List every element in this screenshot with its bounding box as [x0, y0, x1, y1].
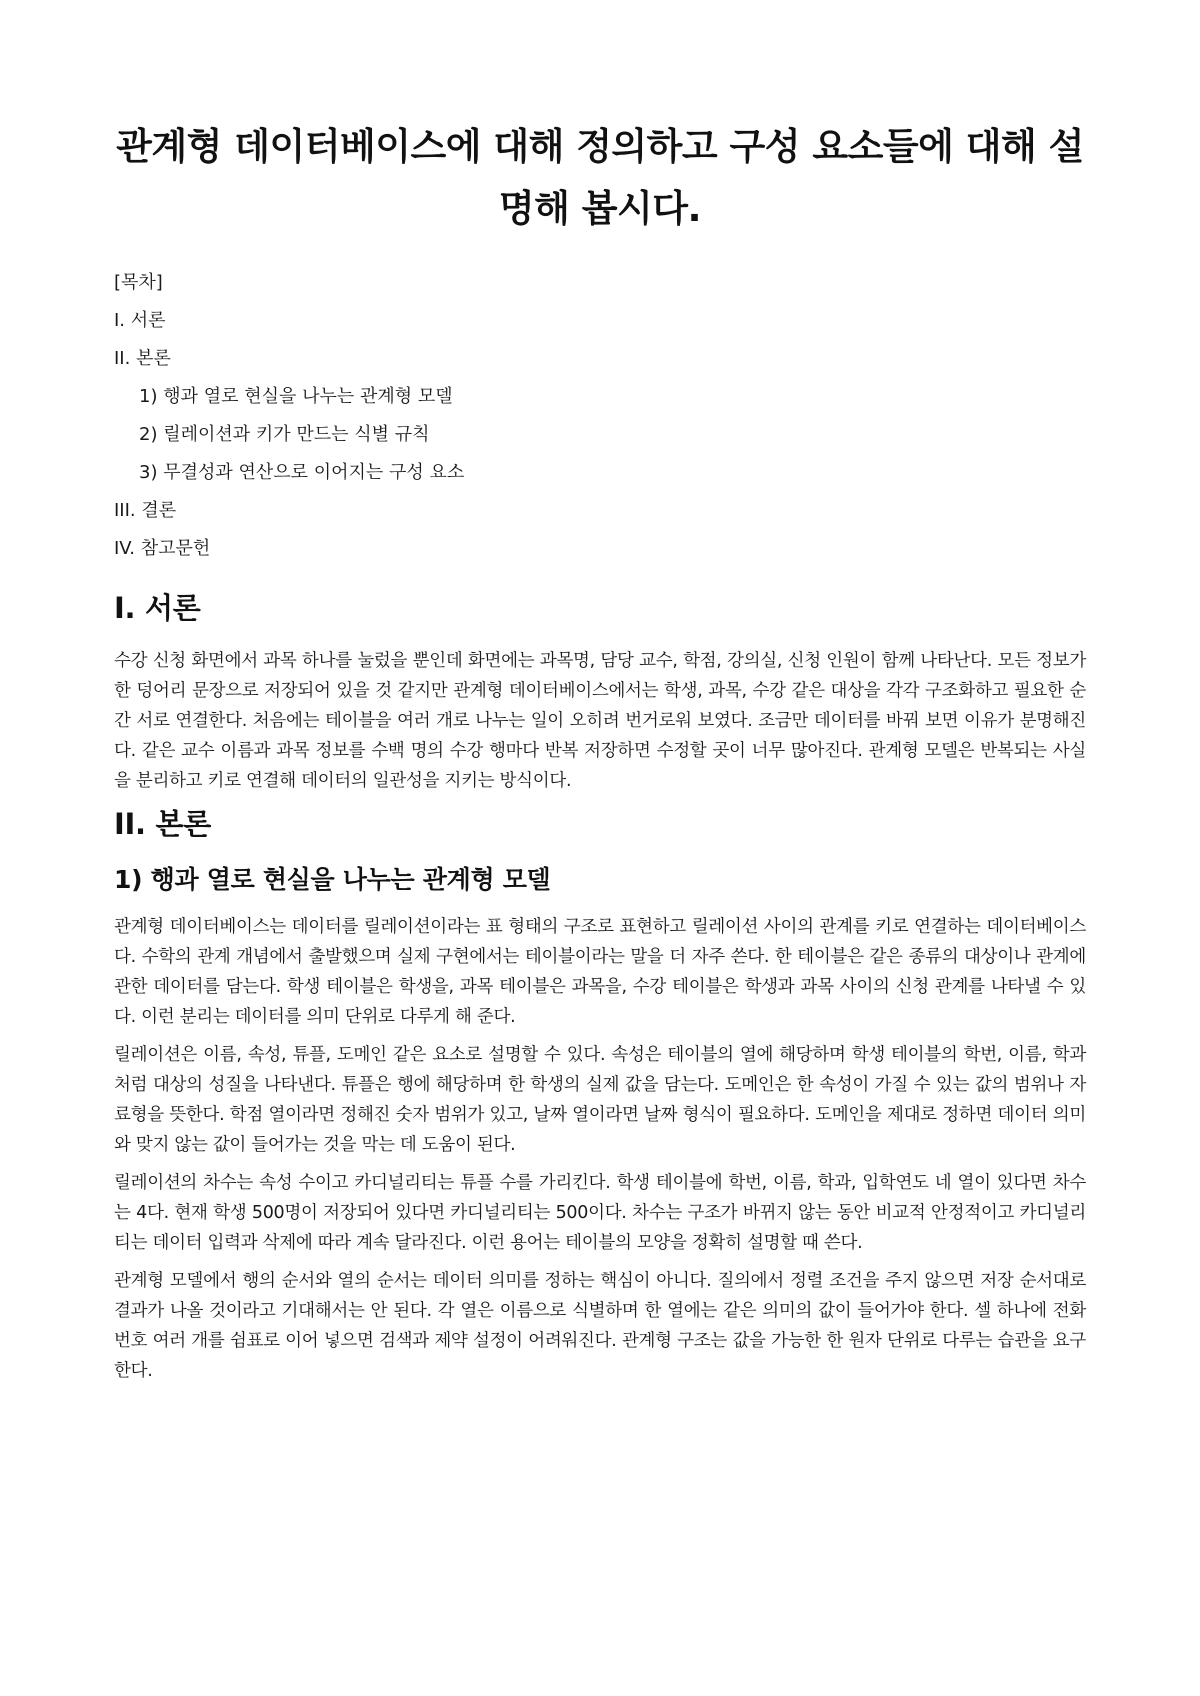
toc-item-body-3: 3) 무결성과 연산으로 이어지는 구성 요소 — [139, 462, 465, 483]
body-paragraph: 관계형 데이터베이스는 데이터를 릴레이션이라는 표 형태의 구조로 표현하고 릴레이션 사이의 관계를 키로 연결하는 데이터베이스다. 수학의 관계 개념에서 출발했으며 실제 구현에서는 테이블이라는 말을 더 자주 쓴다. 한 테이블은 같은 종류의 대상이나 관계에 관한 데이터를 담는다. 학생 테이블은 학생을, 과목 테이블은 과목을, 수강 테이블은 학생과 과목 사이의 신청 관계를 나타낼 수 있다. 이런 분리는 데이터를 의미 단위로 다루게 해 준다. — [114, 917, 1086, 1027]
table-of-contents — [114, 272, 1086, 560]
body-paragraph: 관계형 모델에서 행의 순서와 열의 순서는 데이터 의미를 정하는 핵심이 아니다. 질의에서 정렬 조건을 주지 않으면 저장 순서대로 결과가 나올 것이라고 기대해서는 안 된다. 각 열은 이름으로 식별하며 한 열에는 같은 의미의 값이 들어가야 한다. 셀 하나에 전화번호 여러 개를 쉼표로 이어 넣으면 검색과 제약 설정이 어려워진다. 관계형 구조는 값을 가능한 한 원자 단위로 다루는 습관을 요구한다. — [114, 1271, 1086, 1381]
toc-item-body-1: 1) 행과 열로 현실을 나누는 관계형 모델 — [139, 386, 453, 407]
toc-heading: [목차] — [114, 272, 163, 293]
section-intro — [114, 588, 1086, 796]
section-heading-intro: I. 서론 — [114, 591, 201, 625]
toc-item-body-2: 2) 릴레이션과 키가 만드는 식별 규칙 — [139, 424, 430, 445]
toc-item-conclusion: III. 결론 — [114, 500, 177, 521]
toc-item-references: IV. 참고문헌 — [114, 538, 211, 559]
body-paragraph: 릴레이션은 이름, 속성, 튜플, 도메인 같은 요소로 설명할 수 있다. 속성은 테이블의 열에 해당하며 학생 테이블의 학번, 이름, 학과처럼 대상의 성질을 나타낸다. 튜플은 행에 해당하며 한 학생의 실제 값을 담는다. 도메인은 한 속성이 가질 수 있는 값의 범위나 자료형을 뜻한다. 학점 열이라면 정해진 숫자 범위가 있고, 날짜 열이라면 날짜 형식이 필요하다. 도메인을 제대로 정하면 데이터 의미와 맞지 않는 값이 들어가는 것을 막는 데 도움이 된다. — [114, 1045, 1086, 1155]
section-body — [114, 804, 1086, 1386]
body-paragraph: 릴레이션의 차수는 속성 수이고 카디널리티는 튜플 수를 가리킨다. 학생 테이블에 학번, 이름, 학과, 입학연도 네 열이 있다면 차수는 4다. 현재 학생 500명이 저장되어 있다면 카디널리티는 500이다. 차수는 구조가 바뀌지 않는 동안 비교적 안정적이고 카디널리티는 데이터 입력과 삭제에 따라 계속 달라진다. 이런 용어는 테이블의 모양을 정확히 설명할 때 쓴다. — [114, 1173, 1086, 1253]
intro-paragraph: 수강 신청 화면에서 과목 하나를 눌렀을 뿐인데 화면에는 과목명, 담당 교수, 학점, 강의실, 신청 인원이 함께 나타난다. 모든 정보가 한 덩어리 문장으로 저장되어 있을 것 같지만 관계형 데이터베이스에서는 학생, 과목, 수강 같은 대상을 각각 구조화하고 필요한 순간 서로 연결한다. 처음에는 테이블을 여러 개로 나누는 일이 오히려 번거로워 보였다. 조금만 데이터를 바꿔 보면 이유가 분명해진다. 같은 교수 이름과 과목 정보를 수백 명의 수강 행마다 반복 저장하면 수정할 곳이 너무 많아진다. 관계형 모델은 반복되는 사실을 분리하고 키로 연결해 데이터의 일관성을 지키는 방식이다. — [114, 651, 1086, 791]
subsection-heading-1: 1) 행과 열로 현실을 나누는 관계형 모델 — [114, 865, 551, 894]
section-heading-body: II. 본론 — [114, 807, 211, 841]
toc-item-body: II. 본론 — [114, 348, 171, 369]
document-title: 관계형 데이터베이스에 대해 정의하고 구성 요소들에 대해 설명해 봅시다. — [116, 125, 1084, 230]
toc-item-intro: I. 서론 — [114, 310, 166, 331]
subsection-relational-model — [114, 862, 1086, 1386]
